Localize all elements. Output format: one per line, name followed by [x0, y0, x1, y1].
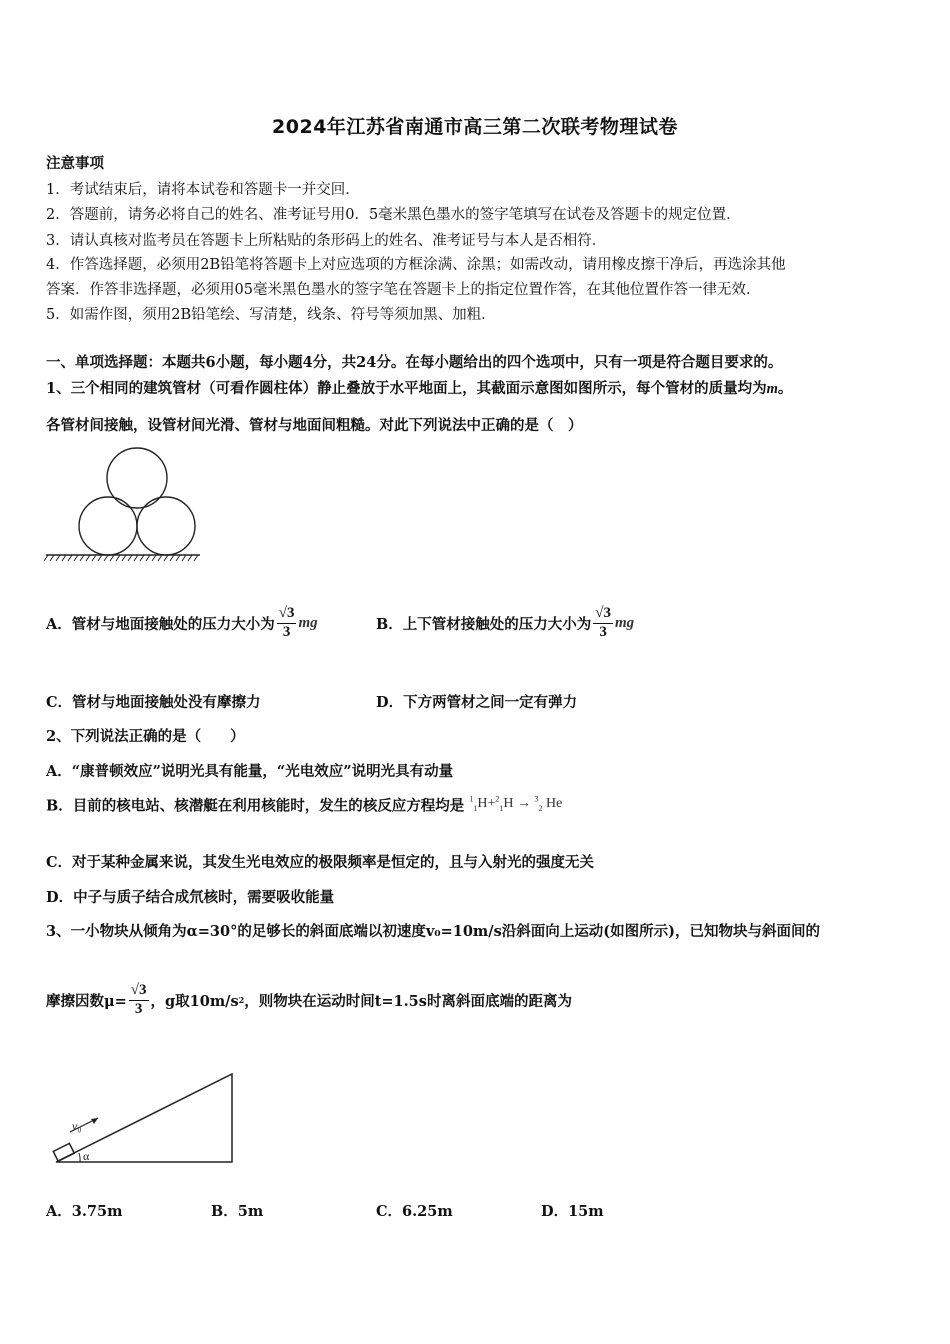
- sqrt3-over-3-fraction: $\frac{√3}{3}$: [595, 605, 611, 640]
- notice-item: 1．考试结束后，请将本试卷和答题卡一并交回．: [46, 182, 360, 198]
- ground-hatching: [44, 555, 198, 561]
- notice-item: 5．如需作图，须用2B铅笔绘、写清楚，线条、符号等须加黑、加粗．: [46, 307, 496, 323]
- notice-item: 2．答题前，请务必将自己的姓名、准考证号用0．5毫米黑色墨水的签字笔填写在试卷及答题卡的规定位置．: [46, 207, 741, 223]
- q2-option-d[interactable]: D．中子与质子结合成氘核时，需要吸收能量: [46, 889, 335, 906]
- sqrt3-over-3-fraction: $\frac{√3}{3}$: [130, 982, 147, 1017]
- q3-option-b[interactable]: B．5m: [211, 1203, 264, 1220]
- q1-option-d[interactable]: D．下方两管材之间一定有弹力: [376, 694, 578, 711]
- v0-label: v₀: [72, 1119, 82, 1133]
- section-heading: 一、单项选择题：本题共6小题，每小题4分，共24分。在每小题给出的四个选项中，只有一项是符合题目要求的。: [46, 354, 783, 371]
- q3-stem-line2: 摩擦因数μ= $\frac{√3}{3}$ ，g取10m/s 2 ，则物块在运动时间t=1.5s时离斜面底端的距离为: [46, 982, 572, 1017]
- q1-option-a[interactable]: A．管材与地面接触处的压力大小为 $\frac{√3}{3}$ mg: [46, 605, 318, 640]
- q2-option-b[interactable]: B．目前的核电站、核潜艇在利用核能时，发生的核反应方程均是 $^1_1$H+$^2_1$H → $^3_2$ He: [46, 794, 563, 815]
- q2-stem: 2、下列说法正确的是（ ）: [46, 728, 245, 745]
- nuclear-equation: $^1_1$H+$^2_1$H → $^3_2$ He: [469, 794, 563, 813]
- q3-option-d[interactable]: D．15m: [541, 1203, 604, 1220]
- q2-option-a[interactable]: A．“康普顿效应”说明光具有能量，“光电效应”说明光具有动量: [46, 763, 454, 780]
- q3-option-c[interactable]: C．6.25m: [376, 1203, 453, 1220]
- q3-incline-figure: [46, 1070, 238, 1166]
- page-title: 2024年江苏省南通市高三第二次联考物理试卷: [272, 116, 678, 138]
- notice-heading: 注意事项: [46, 155, 104, 172]
- lower-left-pipe: [79, 497, 137, 555]
- q3-stem-line1: 3、一小物块从倾角为α=30°的足够长的斜面底端以初速度v₀=10m/s沿斜面向上运动(如图所示)，已知物块与斜面间的: [46, 923, 820, 940]
- alpha-label: α: [83, 1149, 90, 1163]
- q1-option-b[interactable]: B．上下管材接触处的压力大小为 $\frac{√3}{3}$ mg: [376, 605, 635, 640]
- q3-option-a[interactable]: A．3.75m: [46, 1203, 123, 1220]
- notice-item: 4．作答选择题，必须用2B铅笔将答题卡上对应选项的方框涂满、涂黑；如需改动，请用橡皮擦干净后，再选涂其他: [46, 257, 786, 273]
- angle-arc: [79, 1153, 80, 1162]
- q1-option-c[interactable]: C．管材与地面接触处没有摩擦力: [46, 694, 261, 711]
- notice-item: 3．请认真核对监考员在答题卡上所粘贴的条形码上的姓名、准考证号与本人是否相符．: [46, 233, 607, 249]
- q1-pipes-figure: [44, 445, 202, 565]
- sqrt3-over-3-fraction: $\frac{√3}{3}$: [278, 605, 295, 640]
- q1-stem-line2: 各管材间接触，设管材间光滑、管材与地面间粗糙。对此下列说法中正确的是（ ）: [46, 417, 583, 434]
- block-on-incline: [53, 1143, 74, 1161]
- notice-item: 答案．作答非选择题，必须用05毫米黑色墨水的签字笔在答题卡上的指定位置作答，在其他位置作答一律无效．: [46, 282, 761, 298]
- lower-right-pipe: [137, 497, 195, 555]
- q1-stem-line1: 1、三个相同的建筑管材（可看作圆柱体）静止叠放于水平地面上，其截面示意图如图所示，每个管材的质量均为m。: [46, 380, 793, 397]
- q2-option-c[interactable]: C．对于某种金属来说，其发生光电效应的极限频率是恒定的，且与入射光的强度无关: [46, 854, 595, 871]
- upper-pipe: [107, 448, 167, 508]
